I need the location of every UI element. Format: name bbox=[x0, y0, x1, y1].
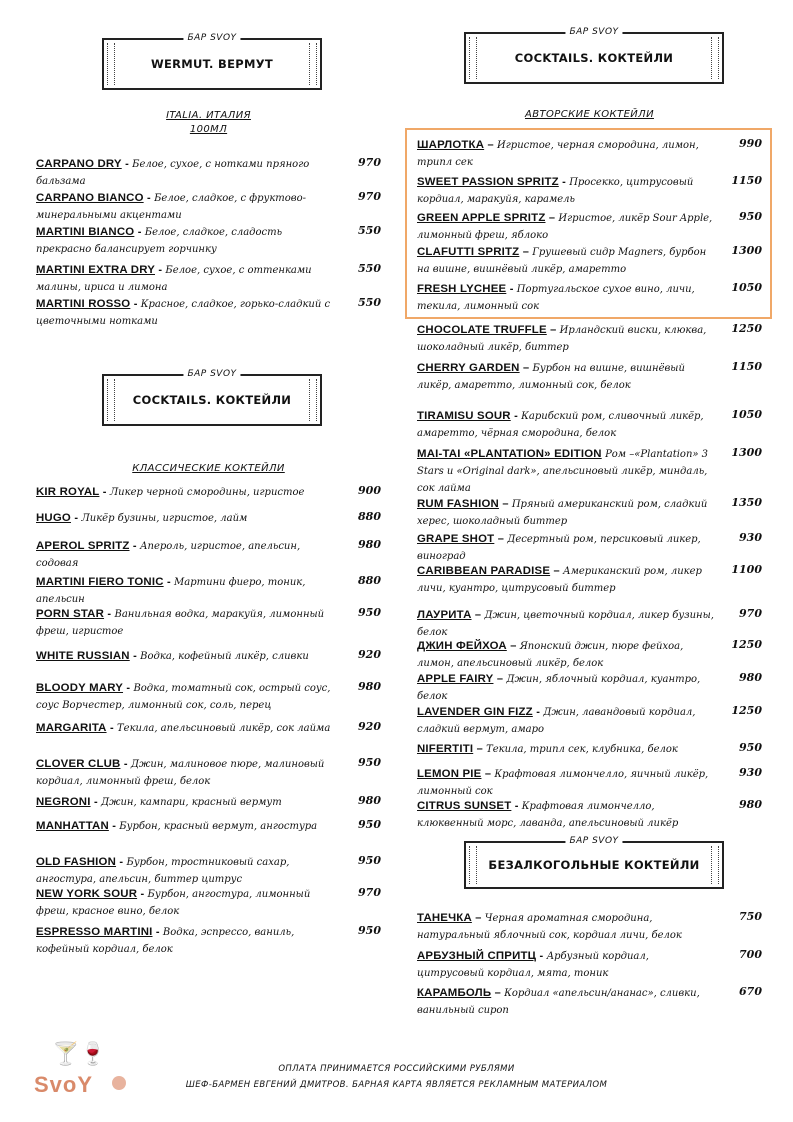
item-price: 880 bbox=[358, 510, 381, 523]
item-name: CLOVER CLUB bbox=[36, 758, 121, 770]
item-description: Черная ароматная смородина, натуральный яблочный сок, кордиал личи, белок bbox=[417, 913, 682, 941]
item-name: MAI-TAI «PLANTATION» EDITION bbox=[417, 448, 602, 460]
item-price: 700 bbox=[739, 948, 762, 961]
item-description: Десертный ром, персиковый ликер, виноград bbox=[417, 534, 701, 562]
item-name: PORN STAR bbox=[36, 608, 105, 620]
item-price: 950 bbox=[358, 606, 381, 619]
item-description: Бурбон, ангостура, лимонный фреш, красное вино, белок bbox=[36, 889, 311, 917]
item-name: CARIBBEAN PARADISE bbox=[417, 565, 551, 577]
footer-payment-note: ОПЛАТА ПРИНИМАЕТСЯ РОССИЙСКИМИ РУБЛЯМИ bbox=[278, 1064, 515, 1074]
item-price: 670 bbox=[739, 985, 762, 998]
item-price: 1300 bbox=[731, 244, 762, 257]
item-separator: - bbox=[109, 722, 114, 734]
item-price: 990 bbox=[739, 137, 762, 150]
item-description: Португальское сухое вино, личи, текила, лимонный сок bbox=[417, 284, 695, 312]
item-price: 1300 bbox=[731, 446, 762, 459]
vermut-header-frame bbox=[102, 33, 322, 90]
menu-item bbox=[36, 538, 381, 572]
item-price: 950 bbox=[358, 924, 381, 937]
item-separator: - bbox=[74, 512, 79, 524]
item-name: WHITE RUSSIAN bbox=[36, 650, 130, 662]
menu-item bbox=[36, 794, 381, 811]
item-price: 950 bbox=[739, 210, 762, 223]
item-description: Ликёр бузины, игристое, лайм bbox=[81, 513, 248, 524]
item-description: Водка, эспрессо, ваниль, кофейный кордиал, белок bbox=[36, 927, 295, 955]
bar-note: БАР SVOY bbox=[183, 369, 240, 379]
item-name: TIRAMISU SOUR bbox=[417, 410, 511, 422]
item-name: BLOODY MARY bbox=[36, 682, 124, 694]
item-price: 1050 bbox=[731, 408, 762, 421]
menu-item bbox=[36, 224, 381, 258]
item-name: APPLE FAIRY bbox=[417, 673, 494, 685]
item-separator: - bbox=[102, 486, 107, 498]
section-title: БЕЗАЛКОГОЛЬНЫЕ КОКТЕЙЛИ bbox=[488, 858, 700, 872]
item-price: 930 bbox=[739, 766, 762, 779]
item-description: Джин, цветочный кордиал, ликер бузины, белок bbox=[417, 610, 714, 638]
item-price: 950 bbox=[739, 741, 762, 754]
item-description: Ирландский виски, клюква, шоколадный ликёр, биттер bbox=[417, 325, 707, 353]
item-separator: - bbox=[119, 856, 124, 868]
menu-item bbox=[417, 531, 762, 565]
item-price: 970 bbox=[358, 886, 381, 899]
item-separator: - bbox=[536, 706, 540, 718]
item-name: MARTINI ROSSO bbox=[36, 298, 131, 310]
menu-item bbox=[417, 496, 762, 530]
item-separator: - bbox=[562, 176, 566, 188]
item-name: CARPANO BIANCO bbox=[36, 192, 144, 204]
item-price: 750 bbox=[739, 910, 762, 923]
menu-item bbox=[417, 985, 762, 1019]
item-name: MARTINI BIANCO bbox=[36, 226, 135, 238]
item-price: 1050 bbox=[731, 281, 762, 294]
item-separator: – bbox=[510, 640, 517, 652]
item-description: Водка, кофейный ликёр, сливки bbox=[140, 651, 309, 662]
item-separator: – bbox=[548, 212, 555, 224]
item-description: Ванильная водка, маракуйя, лимонный фреш, игристое bbox=[36, 609, 325, 637]
cocktails-header-frame bbox=[102, 369, 322, 426]
item-name: APEROL SPRITZ bbox=[36, 540, 130, 552]
item-name: SWEET PASSION SPRITZ bbox=[417, 176, 559, 188]
menu-item bbox=[417, 798, 762, 832]
item-name: CHERRY GARDEN bbox=[417, 362, 520, 374]
item-name: LEMON PIE bbox=[417, 768, 482, 780]
item-name: ESPRESSO MARTINI bbox=[36, 926, 153, 938]
item-name: АРБУЗНЫЙ СПРИТЦ bbox=[417, 950, 537, 962]
item-name: LAVENDER GIN FIZZ bbox=[417, 706, 533, 718]
item-price: 920 bbox=[358, 720, 381, 733]
bar-note: БАР SVOY bbox=[183, 33, 240, 43]
item-description: Джин, яблочный кордиал, куантро, белок bbox=[417, 674, 701, 702]
item-description: Текила, апельсиновый ликёр, сок лайма bbox=[116, 723, 331, 734]
item-separator: – bbox=[502, 498, 509, 510]
item-separator: - bbox=[509, 283, 514, 295]
item-name: NIFERTITI bbox=[417, 743, 474, 755]
menu-item bbox=[36, 886, 381, 920]
item-description: Мартини фиеро, тоник, апельсин bbox=[36, 577, 306, 605]
item-name: MANHATTAN bbox=[36, 820, 109, 832]
menu-item bbox=[36, 680, 381, 714]
volume-label: 100МЛ bbox=[189, 124, 228, 135]
item-price: 1250 bbox=[731, 322, 762, 335]
item-price: 900 bbox=[358, 484, 381, 497]
item-description: Просекко, цитрусовый кордиал, маракуйя, карамель bbox=[417, 177, 694, 205]
item-name: MARTINI FIERO TONIC bbox=[36, 576, 164, 588]
item-description: Ликер черной смородины, игристое bbox=[109, 487, 305, 498]
item-description: Пряный американский ром, сладкий херес, шоколадный биттер bbox=[417, 499, 708, 527]
menu-item bbox=[417, 322, 762, 356]
item-price: 1250 bbox=[731, 638, 762, 651]
item-description: Японский джин, пюре фейхоа, лимон, апельсиновый ликёр, белок bbox=[417, 641, 684, 669]
item-name: NEGRONI bbox=[36, 796, 91, 808]
menu-item bbox=[417, 766, 762, 800]
item-price: 970 bbox=[358, 156, 381, 169]
section-title: COCKTAILS. КОКТЕЙЛИ bbox=[132, 393, 292, 407]
menu-item bbox=[36, 606, 381, 640]
item-price: 920 bbox=[358, 648, 381, 661]
item-separator: – bbox=[522, 246, 529, 258]
item-separator: - bbox=[125, 158, 129, 170]
item-description: Карибский ром, сливочный ликёр, амаретто, чёрная смородина, белок bbox=[417, 411, 704, 439]
menu-item bbox=[36, 156, 381, 190]
footer-chef-note: ШЕФ-БАРМЕН ЕВГЕНИЙ ДМИТРОВ. БАРНАЯ КАРТА ЯВЛЯЕТСЯ РЕКЛАМНЫМ МАТЕРИАЛОМ bbox=[185, 1080, 608, 1090]
section-title: WERMUT. ВЕРМУТ bbox=[150, 57, 274, 71]
menu-item bbox=[417, 446, 762, 497]
item-name: ДЖИН ФЕЙХОА bbox=[417, 640, 507, 652]
item-name: MARTINI EXTRA DRY bbox=[36, 264, 155, 276]
menu-item bbox=[36, 262, 381, 296]
item-name: OLD FASHION bbox=[36, 856, 117, 868]
item-price: 980 bbox=[358, 680, 381, 693]
origin-label: ITALIA. ИТАЛИЯ bbox=[166, 110, 251, 121]
bar-note: БАР SVOY bbox=[565, 836, 622, 846]
menu-item bbox=[36, 854, 381, 888]
item-separator: - bbox=[539, 950, 544, 962]
item-price: 1150 bbox=[731, 174, 762, 187]
item-price: 880 bbox=[358, 574, 381, 587]
item-name: CLAFUTTI SPRITZ bbox=[417, 246, 520, 258]
item-separator: - bbox=[137, 226, 142, 238]
menu-item bbox=[36, 574, 381, 608]
item-separator: - bbox=[167, 576, 171, 588]
item-name: FRESH LYCHEE bbox=[417, 283, 507, 295]
item-separator: – bbox=[476, 743, 483, 755]
item-separator: – bbox=[550, 324, 557, 336]
menu-item bbox=[417, 910, 762, 944]
item-price: 550 bbox=[358, 224, 381, 237]
item-description: Бурбон, красный вермут, ангостура bbox=[119, 821, 318, 832]
menu-item bbox=[417, 408, 762, 442]
item-price: 980 bbox=[358, 538, 381, 551]
item-description: Бурбон на вишне, вишнёвый ликёр, амаретто, лимонный сок, белок bbox=[417, 363, 685, 391]
item-description: Бурбон, тростниковый сахар, ангостура, апельсин, биттер цитрус bbox=[36, 857, 290, 885]
nonalc-header-frame bbox=[464, 836, 724, 889]
item-separator: - bbox=[158, 264, 163, 276]
item-separator: - bbox=[514, 410, 518, 422]
item-description: Джин, кампари, красный вермут bbox=[100, 797, 282, 808]
logo-wordmark: SvoY bbox=[34, 1072, 94, 1097]
menu-item bbox=[417, 360, 762, 394]
item-price: 550 bbox=[358, 296, 381, 309]
menu-item bbox=[36, 720, 381, 737]
item-separator: – bbox=[487, 139, 494, 151]
item-price: 950 bbox=[358, 854, 381, 867]
item-description: Белое, сухое, с нотками пряного бальзама bbox=[36, 159, 310, 187]
menu-item bbox=[36, 296, 381, 330]
item-price: 970 bbox=[358, 190, 381, 203]
cocktails-header-frame bbox=[464, 27, 724, 84]
item-name: NEW YORK SOUR bbox=[36, 888, 138, 900]
item-name: HUGO bbox=[36, 512, 71, 524]
item-separator: – bbox=[475, 912, 482, 924]
item-description: Крафтовая лимончелло, яичный ликёр, лимонный сок bbox=[417, 769, 709, 797]
item-price: 980 bbox=[358, 794, 381, 807]
highlight-frame bbox=[405, 128, 772, 319]
item-description: Игристое, ликёр Sour Apple, лимонный фреш, яблоко bbox=[417, 213, 713, 241]
item-description: Ром –«Plantation» 3 Stars и «Original dark», апельсиновый ликёр, миндаль, сок лайма bbox=[417, 449, 709, 494]
item-description: Белое, сладкое, с фруктово-минеральными акцентами bbox=[36, 193, 307, 221]
menu-item bbox=[36, 510, 381, 527]
item-separator: – bbox=[484, 768, 491, 780]
item-name: CHOCOLATE TRUFFLE bbox=[417, 324, 547, 336]
item-separator: – bbox=[497, 533, 504, 545]
menu-item bbox=[36, 756, 381, 790]
item-name: KIR ROYAL bbox=[36, 486, 100, 498]
item-description: Грушевый сидр Magners, бурбон на вишне, вишнёвый ликёр, амаретто bbox=[417, 247, 707, 275]
item-separator: - bbox=[126, 682, 131, 694]
item-name: CITRUS SUNSET bbox=[417, 800, 512, 812]
section-title: COCKTAILS. КОКТЕЙЛИ bbox=[514, 51, 674, 65]
item-description: Белое, сладкое, сладость прекрасно балансирует горчинку bbox=[36, 227, 283, 255]
menu-item bbox=[417, 638, 762, 672]
item-description: Текила, трипл сек, клубника, белок bbox=[486, 744, 678, 755]
item-separator: – bbox=[553, 565, 560, 577]
item-separator: - bbox=[514, 800, 519, 812]
item-description: Кордиал «апельсин/ананас», сливки, ванильный сироп bbox=[417, 988, 700, 1016]
item-separator: - bbox=[123, 758, 128, 770]
item-description: Американский ром, ликер личи, куантро, цитрусовый биттер bbox=[417, 566, 702, 594]
item-price: 950 bbox=[358, 756, 381, 769]
item-price: 950 bbox=[358, 818, 381, 831]
item-name: MARGARITA bbox=[36, 722, 107, 734]
classic-cocktails-heading: КЛАССИЧЕСКИЕ КОКТЕЙЛИ bbox=[132, 463, 285, 474]
item-separator: - bbox=[132, 540, 137, 552]
menu-item bbox=[36, 190, 381, 224]
menu-item bbox=[417, 607, 762, 641]
item-separator: – bbox=[522, 362, 530, 374]
menu-item bbox=[417, 563, 762, 597]
item-name: GREEN APPLE SPRITZ bbox=[417, 212, 546, 224]
cocktail-glasses-icon: 🍸🍷 bbox=[52, 1042, 107, 1067]
item-name: ТАНЕЧКА bbox=[417, 912, 472, 924]
item-description: Арбузный кордиал, цитрусовый кордиал, мята, тоник bbox=[417, 951, 649, 979]
item-description: Игристое, черная смородина, лимон, трипл сек bbox=[417, 140, 699, 168]
item-description: Водка, томатный сок, острый соус, соус Ворчестер, лимонный сок, соль, перец bbox=[36, 683, 331, 711]
item-name: ЛАУРИТА bbox=[417, 609, 472, 621]
item-description: Апероль, игристое, апельсин, содовая bbox=[36, 541, 301, 569]
menu-item bbox=[417, 704, 762, 738]
item-separator: - bbox=[107, 608, 112, 620]
item-separator: – bbox=[494, 987, 501, 999]
item-separator: - bbox=[133, 298, 138, 310]
item-price: 1100 bbox=[731, 563, 762, 576]
item-price: 1150 bbox=[731, 360, 762, 373]
menu-item bbox=[36, 818, 381, 835]
item-name: CARPANO DRY bbox=[36, 158, 122, 170]
menu-item bbox=[36, 924, 381, 958]
author-cocktails-heading: АВТОРСКИЕ КОКТЕЙЛИ bbox=[525, 109, 654, 120]
item-name: КАРАМБОЛЬ bbox=[417, 987, 492, 999]
item-description: Джин, лавандовый кордиал, сладкий вермут, амаро bbox=[417, 707, 696, 735]
item-description: Белое, сухое, с оттенками малины, ириса и лимона bbox=[36, 265, 312, 293]
menu-item bbox=[417, 948, 762, 982]
item-price: 980 bbox=[739, 798, 762, 811]
item-price: 980 bbox=[739, 671, 762, 684]
item-name: ШАРЛОТКА bbox=[417, 139, 485, 151]
menu-item bbox=[417, 671, 762, 705]
item-name: RUM FASHION bbox=[417, 498, 499, 510]
item-price: 930 bbox=[739, 531, 762, 544]
item-separator: - bbox=[133, 650, 137, 662]
item-price: 1250 bbox=[731, 704, 762, 717]
item-price: 970 bbox=[739, 607, 762, 620]
item-name: GRAPE SHOT bbox=[417, 533, 495, 545]
item-separator: - bbox=[93, 796, 98, 808]
item-separator: – bbox=[496, 673, 503, 685]
item-price: 550 bbox=[358, 262, 381, 275]
item-separator: - bbox=[140, 888, 145, 900]
item-separator: - bbox=[155, 926, 160, 938]
bar-note: БАР SVOY bbox=[565, 27, 622, 37]
item-description: Крафтовая лимончелло, клюквенный морс, лаванда, апельсиновый ликёр bbox=[417, 801, 679, 829]
item-separator: – bbox=[474, 609, 482, 621]
menu-item bbox=[417, 741, 762, 758]
item-description: Красное, сладкое, горько-сладкий с цветочными нотками bbox=[36, 299, 331, 327]
menu-item bbox=[36, 484, 381, 501]
menu-item bbox=[36, 648, 381, 665]
item-price: 1350 bbox=[731, 496, 762, 509]
item-description: Джин, малиновое пюре, малиновый кордиал, лимонный фреш, белок bbox=[36, 759, 325, 787]
item-separator: - bbox=[112, 820, 116, 832]
item-separator: - bbox=[147, 192, 151, 204]
